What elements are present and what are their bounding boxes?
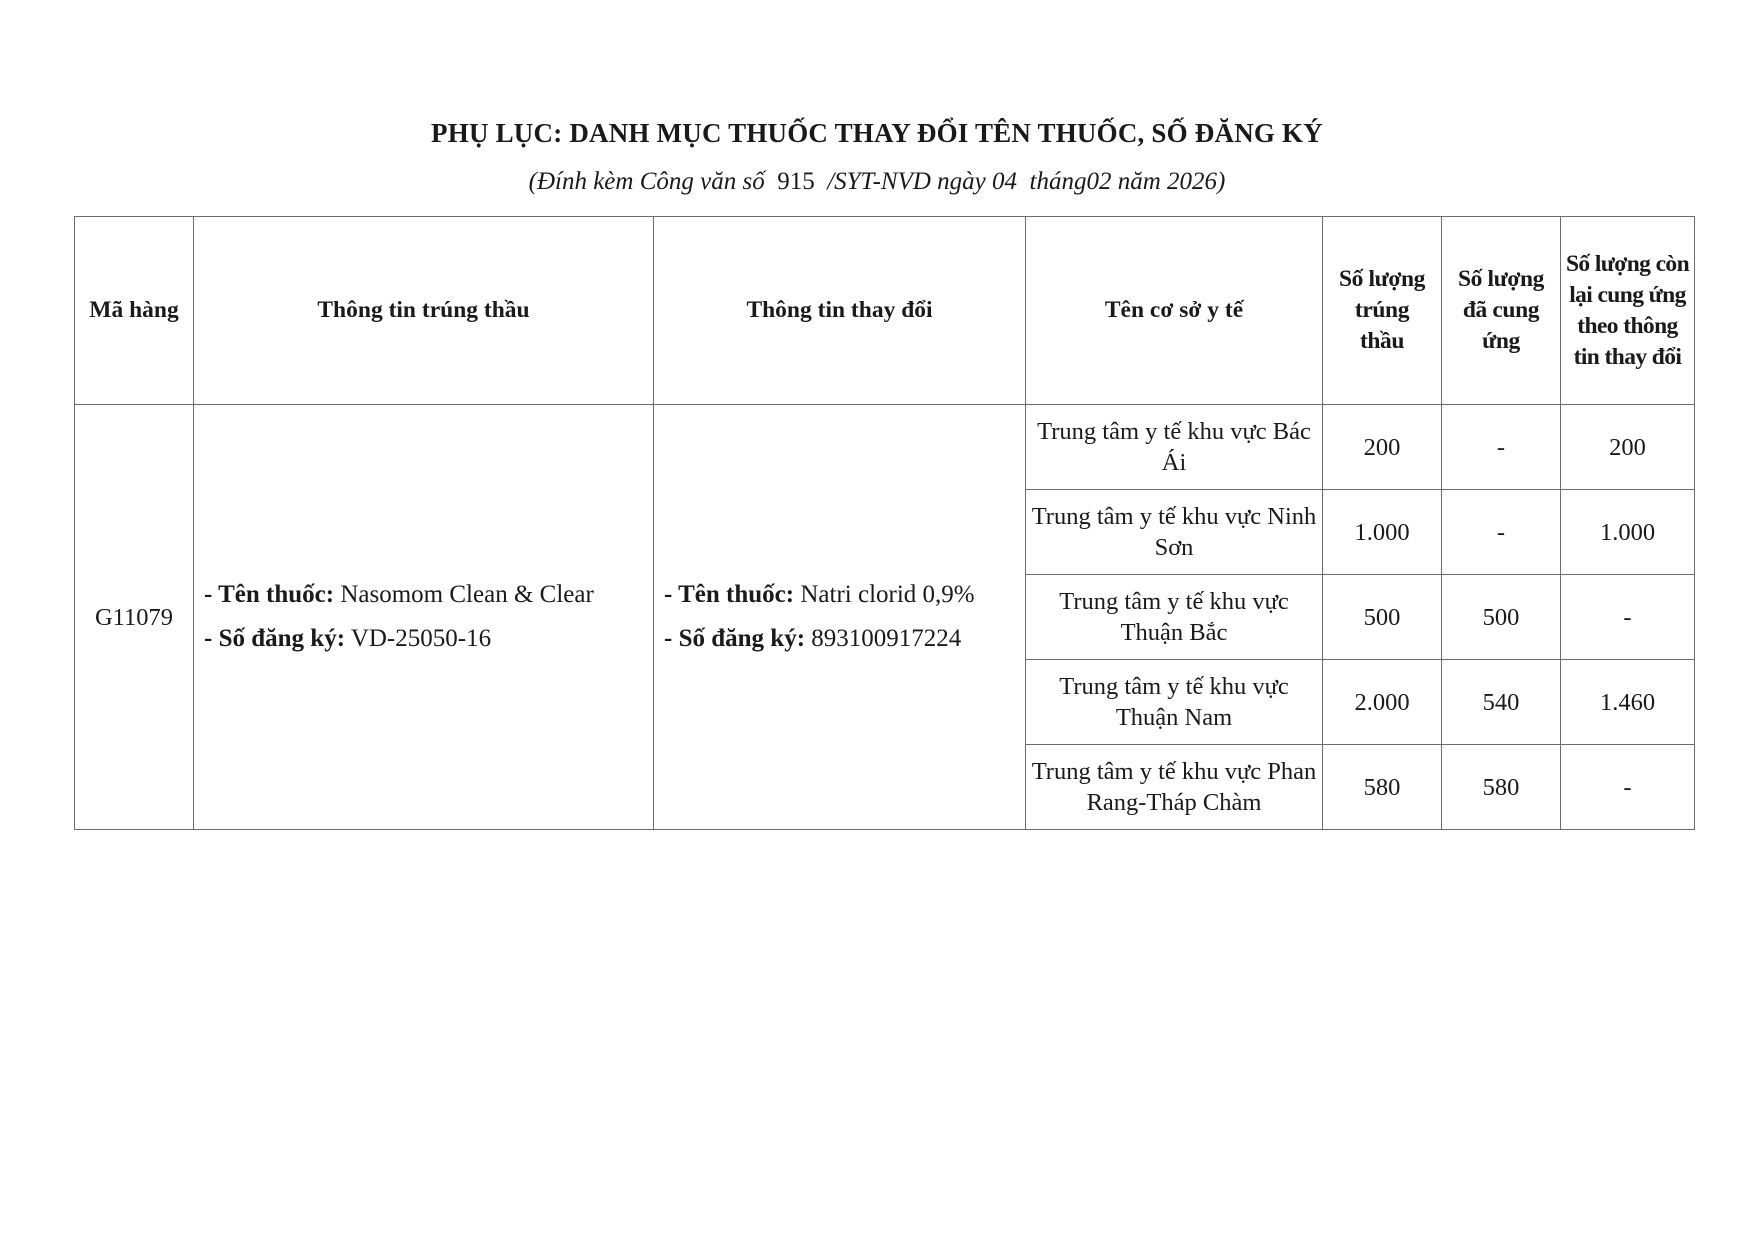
supplied-qty-cell: -	[1442, 490, 1561, 575]
bid-name-label: - Tên thuốc:	[204, 581, 335, 608]
change-name-label: - Tên thuốc:	[664, 581, 795, 608]
supplied-qty-cell: -	[1442, 405, 1561, 490]
bid-qty-cell: 200	[1323, 405, 1442, 490]
facility-cell: Trung tâm y tế khu vực Phan Rang-Tháp Chàm	[1026, 745, 1323, 830]
remaining-qty-cell: 1.000	[1561, 490, 1695, 575]
subtitle-month: 02	[1086, 168, 1112, 195]
remaining-qty-cell: 1.460	[1561, 660, 1695, 745]
item-code: G11079	[75, 405, 194, 830]
bid-qty-cell: 580	[1323, 745, 1442, 830]
header-bid-info: Thông tin trúng thầu	[194, 217, 654, 405]
change-info-cell	[654, 405, 1026, 830]
bid-info-name	[204, 573, 649, 617]
facility-cell: Trung tâm y tế khu vực Bác Ái	[1026, 405, 1323, 490]
bid-name-value: Nasomom Clean & Clear	[334, 581, 594, 608]
remaining-qty-cell: -	[1561, 745, 1695, 830]
subtitle-day: 04	[992, 168, 1018, 195]
header-code: Mã hàng	[75, 217, 194, 405]
header-bid-qty: Số lượng trúng thầu	[1323, 217, 1442, 405]
subtitle-year: năm 2026)	[1117, 168, 1226, 195]
change-reg-label: - Số đăng ký:	[664, 625, 806, 652]
drug-change-table	[74, 216, 1695, 830]
header-facility: Tên cơ sở y tế	[1026, 217, 1323, 405]
supplied-qty-cell: 540	[1442, 660, 1561, 745]
bid-reg-label: - Số đăng ký:	[204, 625, 346, 652]
remaining-qty-cell: 200	[1561, 405, 1695, 490]
bid-qty-cell: 500	[1323, 575, 1442, 660]
header-row	[75, 217, 1695, 405]
supplied-qty-cell: 500	[1442, 575, 1561, 660]
change-reg-value: 893100917224	[805, 625, 962, 652]
document-subtitle	[0, 168, 1754, 196]
facility-cell: Trung tâm y tế khu vực Thuận Bắc	[1026, 575, 1323, 660]
facility-cell: Trung tâm y tế khu vực Ninh Sơn	[1026, 490, 1323, 575]
remaining-qty-cell: -	[1561, 575, 1695, 660]
supplied-qty-cell: 580	[1442, 745, 1561, 830]
table-row	[75, 405, 1695, 490]
change-info-reg	[664, 617, 1021, 661]
bid-qty-cell: 1.000	[1323, 490, 1442, 575]
subtitle-prefix: (Đính kèm Công văn số	[528, 168, 765, 195]
bid-reg-value: VD-25050-16	[345, 625, 492, 652]
subtitle-month-label: tháng	[1029, 168, 1087, 195]
header-remaining-qty: Số lượng còn lại cung ứng theo thông tin thay đổi	[1561, 217, 1695, 405]
header-supplied-qty: Số lượng đã cung ứng	[1442, 217, 1561, 405]
header-change-info: Thông tin thay đổi	[654, 217, 1026, 405]
subtitle-number: 915	[777, 168, 815, 195]
change-info-name	[664, 573, 1021, 617]
facility-cell: Trung tâm y tế khu vực Thuận Nam	[1026, 660, 1323, 745]
bid-qty-cell: 2.000	[1323, 660, 1442, 745]
bid-info-cell	[194, 405, 654, 830]
subtitle-code: /SYT-NVD ngày	[827, 168, 986, 195]
change-name-value: Natri clorid 0,9%	[794, 581, 975, 608]
bid-info-reg	[204, 617, 649, 661]
document-title: PHỤ LỤC: DANH MỤC THUỐC THAY ĐỔI TÊN THUỐC, SỐ ĐĂNG KÝ	[431, 118, 1323, 148]
